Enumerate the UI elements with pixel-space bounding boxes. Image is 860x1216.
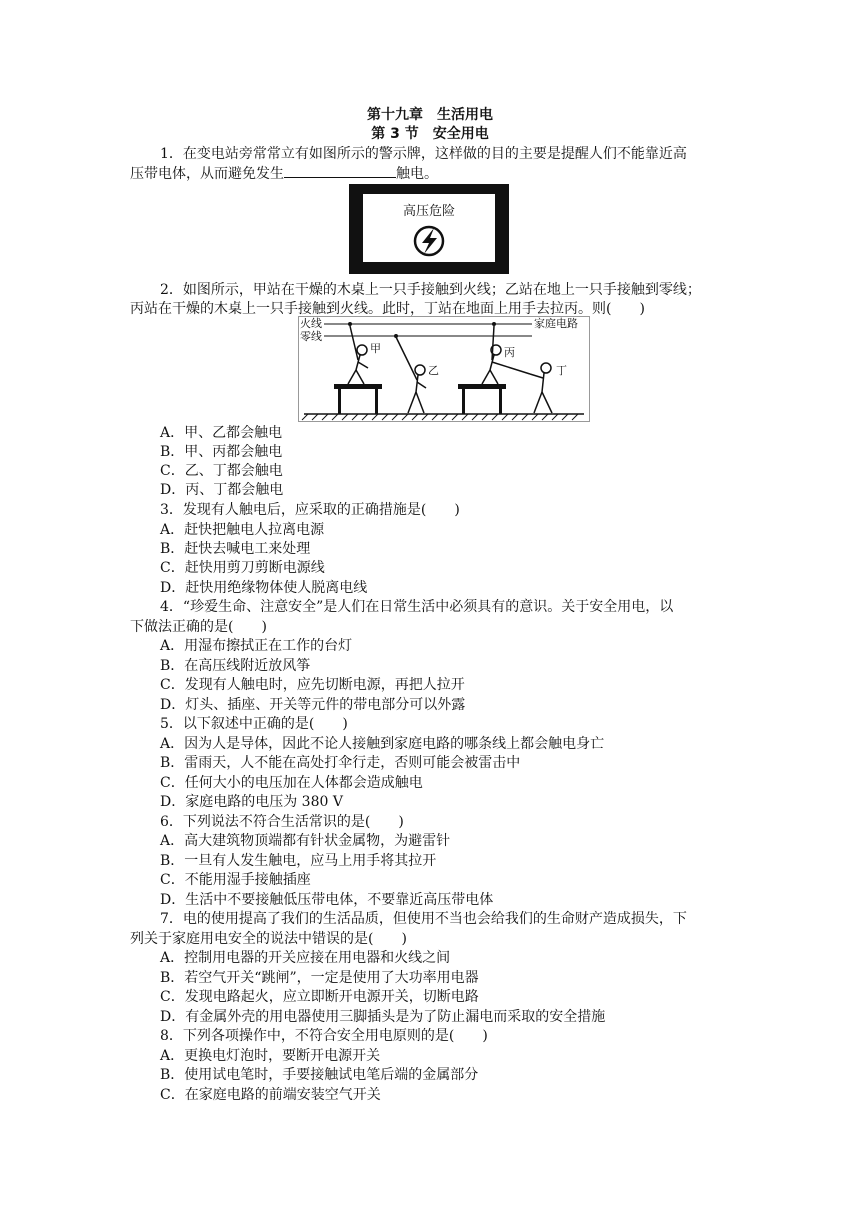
- q4-option-d: D．灯头、插座、开关等元件的带电部分可以外露: [160, 697, 466, 713]
- q8-stem: 8．下列各项操作中，不符合安全用电原则的是( ): [160, 1028, 488, 1044]
- warning-sign-text: 高压危险: [402, 204, 455, 219]
- circuit-figure: [298, 316, 590, 422]
- q5-option-c: C．任何大小的电压加在人体都会造成触电: [160, 775, 423, 791]
- q4-stem-line2: 下做法正确的是( ): [130, 619, 267, 635]
- person-ding-label: 丁: [556, 364, 567, 377]
- q8-option-b: B．使用试电笔时，手要接触试电笔后端的金属部分: [160, 1067, 479, 1083]
- q5-option-b: B．雷雨天，人不能在高处打伞行走，否则可能会被雷击中: [160, 755, 521, 771]
- neutral-wire-label: 零线: [300, 330, 322, 343]
- q2-option-a: A．甲、乙都会触电: [160, 425, 283, 441]
- lightning-bolt-icon: [363, 194, 495, 262]
- q6-option-d: D．生活中不要接触低压带电体，不要靠近高压带电体: [160, 892, 494, 908]
- q6-stem: 6．下列说法不符合生活常识的是( ): [160, 814, 404, 830]
- person-jia-label: 甲: [370, 342, 381, 355]
- q1-stem-line2: [130, 164, 730, 183]
- q3-option-a: A．赶快把触电人拉离电源: [160, 522, 325, 538]
- q3-option-b: B．赶快去喊电工来处理: [160, 541, 311, 557]
- q1-stem-text: 压带电体，从而避免发生: [130, 166, 284, 182]
- q4-stem-line1: 4．“珍爱生命、注意安全”是人们在日常生活中必须具有的意识。关于安全用电，以: [160, 599, 674, 615]
- live-wire-label: 火线: [300, 317, 322, 330]
- q3-stem: 3．发现有人触电后，应采取的正确措施是( ): [160, 502, 460, 518]
- chapter-title: 第十九章 生活用电: [367, 107, 493, 123]
- q2-option-b: B．甲、丙都会触电: [160, 444, 283, 460]
- person-bing-label: 丙: [504, 346, 515, 359]
- person-yi-label: 乙: [428, 364, 439, 377]
- q8-option-a: A．更换电灯泡时，要断开电源开关: [160, 1048, 381, 1064]
- q6-option-a: A．高大建筑物顶端都有针状金属物，为避雷针: [160, 833, 451, 849]
- q7-option-d: D．有金属外壳的用电器使用三脚插头是为了防止漏电而采取的安全措施: [160, 1009, 606, 1025]
- q2-stem-line1: 2．如图所示，甲站在干燥的木桌上一只手接触到火线；乙站在地上一只手接触到零线；: [160, 282, 701, 298]
- q7-option-a: A．控制用电器的开关应接在用电器和火线之间: [160, 950, 451, 966]
- q3-option-c: C．赶快用剪刀剪断电源线: [160, 560, 325, 576]
- q7-option-c: C．发现电路起火，应立即断开电源开关，切断电路: [160, 989, 479, 1005]
- q2-stem-line2: 丙站在干燥的木桌上一只手接触到火线。此时，丁站在地面上用手去拉丙。则( ): [130, 301, 645, 317]
- q6-option-c: C．不能用湿手接触插座: [160, 872, 311, 888]
- q4-option-b: B．在高压线附近放风筝: [160, 658, 311, 674]
- q3-option-d: D．赶快用绝缘物体使人脱离电线: [160, 580, 368, 596]
- q4-option-c: C．发现有人触电时，应先切断电源，再把人拉开: [160, 677, 465, 693]
- q1-answer-blank: [284, 164, 396, 178]
- q5-stem: 5．以下叙述中正确的是( ): [160, 716, 348, 732]
- high-voltage-warning-sign: [349, 184, 509, 274]
- q7-stem-line2: 列关于家庭用电安全的说法中错误的是( ): [130, 931, 407, 947]
- q2-option-d: D．丙、丁都会触电: [160, 482, 284, 498]
- q7-option-b: B．若空气开关“跳闸”，一定是使用了大功率用电器: [160, 970, 479, 986]
- section-title: 第 3 节 安全用电: [371, 126, 489, 142]
- q7-stem-line1: 7．电的使用提高了我们的生活品质，但使用不当也会给我们的生命财产造成损失，下: [160, 911, 687, 927]
- q1-stem-end: 触电。: [396, 166, 438, 182]
- q5-option-d: D．家庭电路的电压为 380 V: [160, 794, 343, 810]
- q5-option-a: A．因为人是导体，因此不论人接触到家庭电路的哪条线上都会触电身亡: [160, 736, 605, 752]
- q8-option-c: C．在家庭电路的前端安装空气开关: [160, 1087, 381, 1103]
- q1-stem-line1: 1．在变电站旁常常立有如图所示的警示牌，这样做的目的主要是提醒人们不能靠近高: [160, 146, 687, 162]
- q2-option-c: C．乙、丁都会触电: [160, 463, 283, 479]
- q6-option-b: B．一旦有人发生触电，应马上用手将其拉开: [160, 853, 437, 869]
- q4-option-a: A．用湿布擦拭正在工作的台灯: [160, 638, 353, 654]
- circuit-label: 家庭电路: [534, 317, 578, 330]
